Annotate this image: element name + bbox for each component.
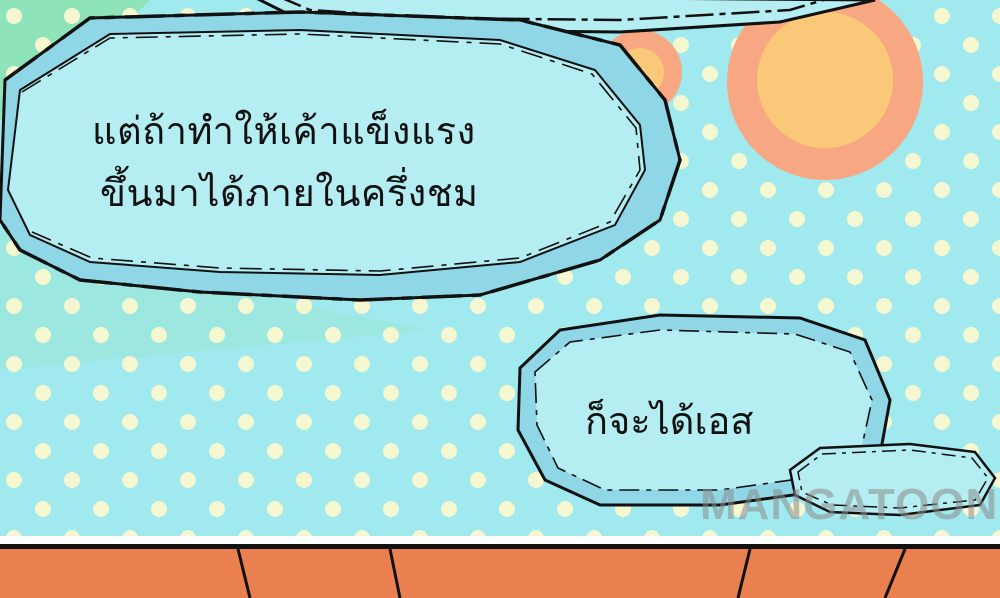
floor-border-black <box>0 544 1000 549</box>
mangatoon-watermark: MANGATOON <box>700 480 999 529</box>
floor-border-white <box>0 536 1000 544</box>
main-bubble-line-1: แต่ถ้าทำให้เค้าแข็งแรง <box>92 109 476 153</box>
small-bubble-line-1: ก็จะได้เอส <box>585 399 754 443</box>
main-bubble-line-2: ขึ้นมาได้ภายในครึ่งชม <box>100 171 479 215</box>
orange-floor <box>0 549 1000 598</box>
sun-large-inner <box>757 12 893 148</box>
